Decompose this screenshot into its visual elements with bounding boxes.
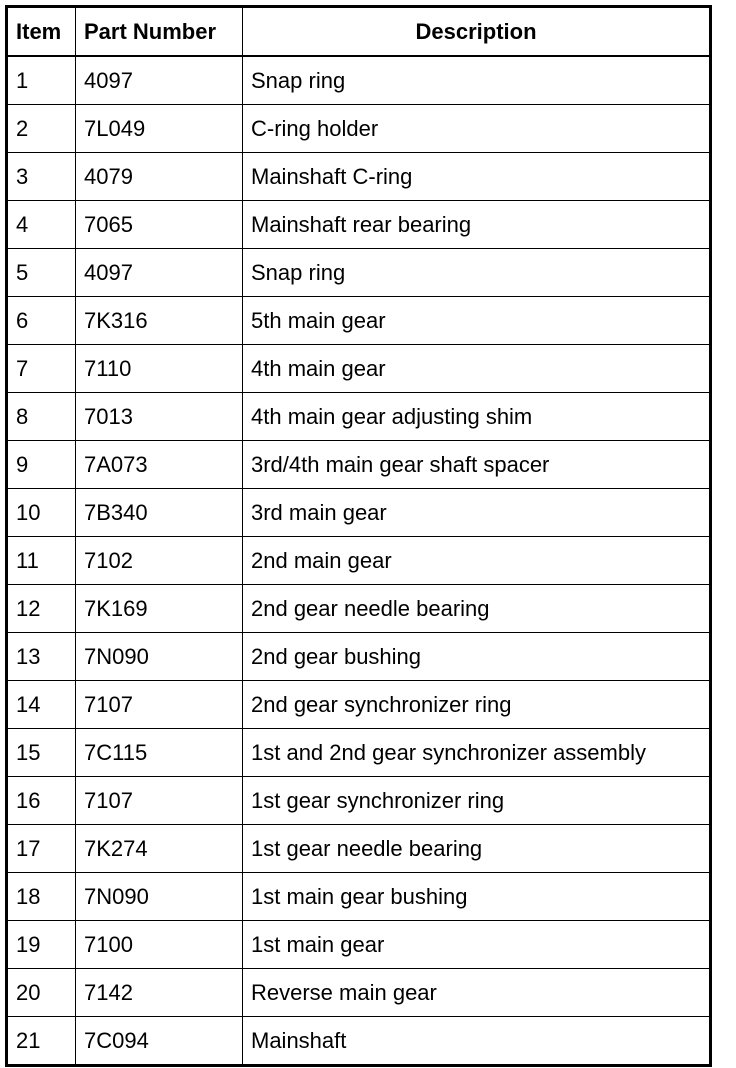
description-cell: 3rd/4th main gear shaft spacer	[243, 441, 711, 489]
table-row	[7, 393, 711, 441]
table-row	[7, 1017, 711, 1066]
item-cell: 5	[7, 249, 76, 297]
table-row	[7, 969, 711, 1017]
parts-table	[5, 5, 712, 1067]
table-row	[7, 729, 711, 777]
item-cell: 7	[7, 345, 76, 393]
table-header	[7, 7, 711, 57]
part-number-cell: 7N090	[76, 873, 243, 921]
table-row	[7, 345, 711, 393]
header-part-number: Part Number	[76, 7, 243, 57]
item-cell: 17	[7, 825, 76, 873]
part-number-cell: 7100	[76, 921, 243, 969]
description-cell: 1st gear synchronizer ring	[243, 777, 711, 825]
part-number-cell: 7N090	[76, 633, 243, 681]
table-row	[7, 825, 711, 873]
part-number-cell: 7C094	[76, 1017, 243, 1066]
description-cell: 4th main gear	[243, 345, 711, 393]
part-number-cell: 7142	[76, 969, 243, 1017]
item-cell: 21	[7, 1017, 76, 1066]
item-cell: 15	[7, 729, 76, 777]
part-number-cell: 7065	[76, 201, 243, 249]
item-cell: 10	[7, 489, 76, 537]
item-cell: 1	[7, 56, 76, 105]
table-row	[7, 201, 711, 249]
item-cell: 8	[7, 393, 76, 441]
item-cell: 12	[7, 585, 76, 633]
item-cell: 2	[7, 105, 76, 153]
table-row	[7, 56, 711, 105]
table-row	[7, 633, 711, 681]
description-cell: 1st main gear	[243, 921, 711, 969]
item-cell: 16	[7, 777, 76, 825]
header-row	[7, 7, 711, 57]
part-number-cell: 7107	[76, 777, 243, 825]
part-number-cell: 7K316	[76, 297, 243, 345]
part-number-cell: 7107	[76, 681, 243, 729]
table-row	[7, 585, 711, 633]
part-number-cell: 4079	[76, 153, 243, 201]
table-row	[7, 153, 711, 201]
description-cell: 3rd main gear	[243, 489, 711, 537]
header-item: Item	[7, 7, 76, 57]
table-row	[7, 105, 711, 153]
part-number-cell: 4097	[76, 56, 243, 105]
table-row	[7, 489, 711, 537]
description-cell: 1st and 2nd gear synchronizer assembly	[243, 729, 711, 777]
description-cell: Snap ring	[243, 249, 711, 297]
description-cell: Snap ring	[243, 56, 711, 105]
description-cell: 2nd gear needle bearing	[243, 585, 711, 633]
item-cell: 13	[7, 633, 76, 681]
description-cell: 2nd gear bushing	[243, 633, 711, 681]
description-cell: 4th main gear adjusting shim	[243, 393, 711, 441]
table-row	[7, 873, 711, 921]
item-cell: 19	[7, 921, 76, 969]
part-number-cell: 4097	[76, 249, 243, 297]
part-number-cell: 7K274	[76, 825, 243, 873]
item-cell: 14	[7, 681, 76, 729]
part-number-cell: 7013	[76, 393, 243, 441]
part-number-cell: 7102	[76, 537, 243, 585]
description-cell: Mainshaft	[243, 1017, 711, 1066]
description-cell: Reverse main gear	[243, 969, 711, 1017]
description-cell: C-ring holder	[243, 105, 711, 153]
description-cell: 1st gear needle bearing	[243, 825, 711, 873]
table-row	[7, 537, 711, 585]
part-number-cell: 7K169	[76, 585, 243, 633]
item-cell: 3	[7, 153, 76, 201]
item-cell: 11	[7, 537, 76, 585]
description-cell: 1st main gear bushing	[243, 873, 711, 921]
description-cell: Mainshaft rear bearing	[243, 201, 711, 249]
table-row	[7, 921, 711, 969]
item-cell: 6	[7, 297, 76, 345]
description-cell: 2nd gear synchronizer ring	[243, 681, 711, 729]
description-cell: Mainshaft C-ring	[243, 153, 711, 201]
item-cell: 4	[7, 201, 76, 249]
part-number-cell: 7B340	[76, 489, 243, 537]
description-cell: 5th main gear	[243, 297, 711, 345]
description-cell: 2nd main gear	[243, 537, 711, 585]
table-body	[7, 56, 711, 1066]
part-number-cell: 7A073	[76, 441, 243, 489]
table-row	[7, 681, 711, 729]
part-number-cell: 7110	[76, 345, 243, 393]
header-description: Description	[243, 7, 711, 57]
item-cell: 20	[7, 969, 76, 1017]
item-cell: 9	[7, 441, 76, 489]
table-row	[7, 249, 711, 297]
part-number-cell: 7C115	[76, 729, 243, 777]
item-cell: 18	[7, 873, 76, 921]
table-row	[7, 297, 711, 345]
part-number-cell: 7L049	[76, 105, 243, 153]
table-row	[7, 777, 711, 825]
table-row	[7, 441, 711, 489]
